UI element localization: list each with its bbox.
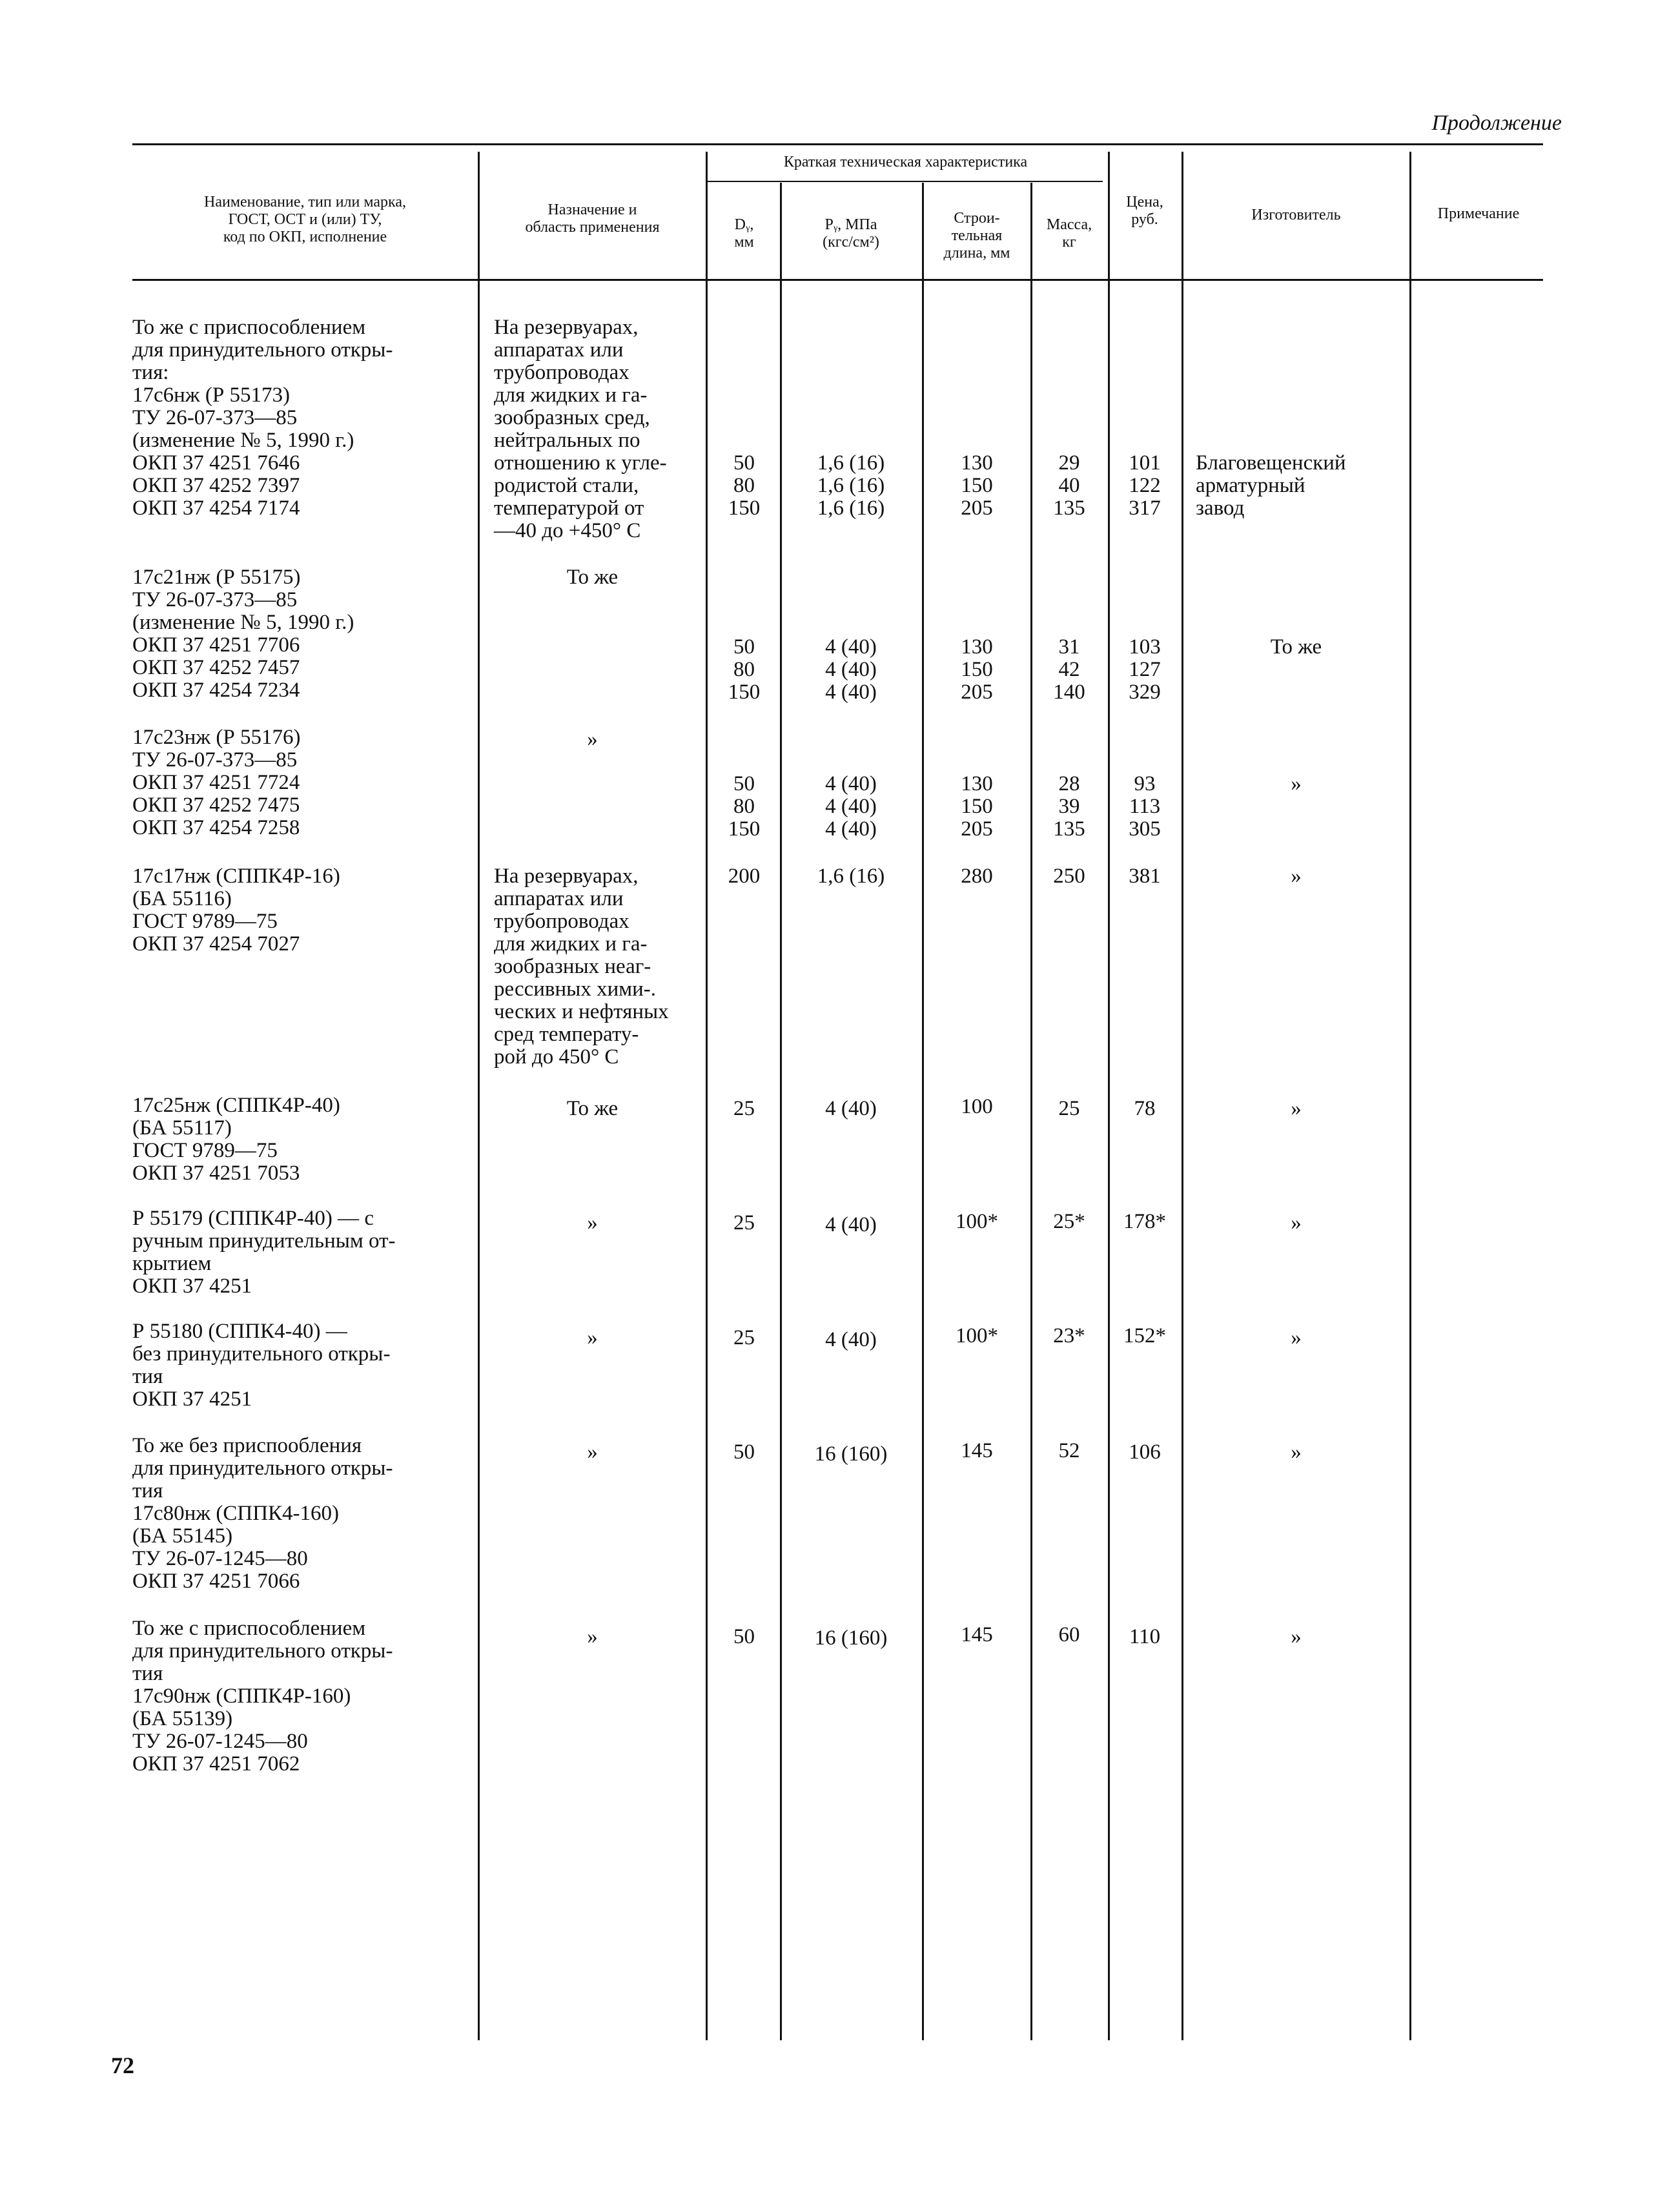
row-mass: 28 39 135 xyxy=(1053,772,1085,841)
column-divider xyxy=(922,183,924,2040)
header-bottom-rule xyxy=(132,279,1543,281)
row-price: 103 127 329 xyxy=(1129,635,1161,704)
row-purpose: То же xyxy=(566,1097,619,1120)
header-mass: Масса, кг xyxy=(1046,216,1092,251)
row-price: 101 122 317 xyxy=(1129,451,1161,520)
row-py: 16 (160) xyxy=(814,1626,888,1650)
row-mass: 29 40 135 xyxy=(1053,451,1085,520)
row-length: 100 xyxy=(961,1095,993,1118)
row-dy: 50 80 150 xyxy=(728,635,761,704)
row-dy: 50 80 150 xyxy=(728,451,761,520)
header-maker: Изготовитель xyxy=(1251,207,1341,223)
row-length: 280 xyxy=(961,865,993,888)
row-mass: 31 42 140 xyxy=(1053,635,1085,704)
row-maker: » xyxy=(1291,1625,1302,1648)
column-divider xyxy=(1182,152,1183,2040)
header-purpose: Назначение и область применения xyxy=(525,201,660,236)
row-maker: » xyxy=(1291,772,1302,795)
top-rule xyxy=(132,143,1543,145)
row-name: Р 55180 (СППК4-40) — без принудительного откры- тия ОКП 37 4251 xyxy=(132,1320,391,1411)
row-name: 17с25нж (СППК4Р-40) (БА 55117) ГОСТ 9789—75 ОКП 37 4251 7053 xyxy=(132,1094,340,1185)
row-maker: » xyxy=(1291,865,1302,888)
row-purpose: То же xyxy=(566,566,619,589)
row-mass: 25 xyxy=(1058,1097,1080,1120)
row-length: 145 xyxy=(961,1623,993,1646)
row-maker: То же xyxy=(1270,635,1322,659)
row-price: 78 xyxy=(1134,1097,1156,1120)
row-py: 4 (40) 4 (40) 4 (40) xyxy=(825,635,877,704)
row-mass: 23* xyxy=(1053,1324,1085,1347)
header-name: Наименование, тип или марка, ГОСТ, ОСТ и (или) ТУ, код по ОКП, исполнение xyxy=(204,194,406,245)
row-maker: Благовещенский арматурный завод xyxy=(1196,451,1346,520)
row-purpose: » xyxy=(587,1211,598,1234)
page-number: 72 xyxy=(111,2053,134,2078)
row-dy: 50 xyxy=(733,1625,755,1648)
row-purpose: На резервуарах, аппаратах или трубопроводах для жидких и га- зообразных неаг- рессивных хими-. ческих и нефтяных сред температу- рой до 450° С xyxy=(494,865,669,1069)
row-name: То же с приспособлением для принудительного откры- тия 17с90нж (СППК4Р-160) (БА 55139) ТУ 26-07-1245—80 ОКП 37 4251 7062 xyxy=(132,1617,393,1776)
column-divider xyxy=(1108,152,1110,2040)
row-purpose: » xyxy=(587,728,598,751)
row-name: 17с21нж (Р 55175) ТУ 26-07-373—85 (изменение № 5, 1990 г.) ОКП 37 4251 7706 ОКП 37 4252 7457 ОКП 37 4254 7234 xyxy=(132,566,354,702)
row-name: Р 55179 (СППК4Р-40) — с ручным принудительным от- крытием ОКП 37 4251 xyxy=(132,1207,396,1298)
column-divider xyxy=(780,183,782,2040)
row-purpose: На резервуарах, аппаратах или трубопроводах для жидких и га- зообразных сред, нейтральных по отношению к угле- родистой стали, температурой от —40 до +450° С xyxy=(494,316,667,542)
row-length: 130 150 205 xyxy=(961,451,993,520)
row-dy: 25 xyxy=(733,1211,755,1234)
row-dy: 50 xyxy=(733,1440,755,1464)
row-py: 4 (40) 4 (40) 4 (40) xyxy=(825,772,877,841)
column-divider xyxy=(706,152,708,2040)
row-maker: » xyxy=(1291,1440,1302,1464)
row-py: 4 (40) xyxy=(825,1213,877,1236)
row-length: 130 150 205 xyxy=(961,772,993,841)
row-maker: » xyxy=(1291,1211,1302,1234)
row-price: 381 xyxy=(1129,865,1161,888)
row-name: То же без приспообления для принудительного откры- тия 17с80нж (СППК4-160) (БА 55145) ТУ 26-07-1245—80 ОКП 37 4251 7066 xyxy=(132,1434,393,1593)
row-length: 100* xyxy=(956,1210,998,1233)
header-tech-group: Краткая техническая характеристика xyxy=(783,154,1028,170)
header-note: Примечание xyxy=(1437,205,1520,222)
header-dy: Dᵧ, мм xyxy=(734,216,754,251)
row-py: 4 (40) xyxy=(825,1328,877,1351)
row-mass: 25* xyxy=(1053,1210,1085,1233)
header-price: Цена, руб. xyxy=(1126,194,1163,228)
row-price: 106 xyxy=(1129,1440,1161,1464)
row-purpose: » xyxy=(587,1625,598,1648)
row-price: 178* xyxy=(1123,1210,1166,1233)
row-dy: 25 xyxy=(733,1326,755,1349)
header-py: Pᵧ, МПа (кгс/см²) xyxy=(823,216,879,251)
row-price: 93 113 305 xyxy=(1129,772,1161,841)
row-maker: » xyxy=(1291,1097,1302,1120)
row-mass: 250 xyxy=(1053,865,1085,888)
row-purpose: » xyxy=(587,1440,598,1464)
row-name: То же с приспособлением для принудительного откры- тия: 17с6нж (Р 55173) ТУ 26-07-373—85 (изменение № 5, 1990 г.) ОКП 37 4251 7646 ОКП 37 4252 7397 ОКП 37 4254 7174 xyxy=(132,316,393,520)
row-py: 16 (160) xyxy=(814,1442,888,1466)
row-name: 17с23нж (Р 55176) ТУ 26-07-373—85 ОКП 37 4251 7724 ОКП 37 4252 7475 ОКП 37 4254 7258 xyxy=(132,726,301,839)
row-price: 152* xyxy=(1123,1324,1166,1347)
row-mass: 52 xyxy=(1058,1439,1080,1462)
continuation-label: Продолжение xyxy=(1431,111,1562,135)
row-price: 110 xyxy=(1129,1625,1161,1648)
row-name: 17с17нж (СППК4Р-16) (БА 55116) ГОСТ 9789—75 ОКП 37 4254 7027 xyxy=(132,865,340,956)
column-divider xyxy=(1409,152,1411,2040)
row-maker: » xyxy=(1291,1326,1302,1349)
column-divider xyxy=(1030,183,1032,2040)
row-py: 1,6 (16) xyxy=(817,865,885,888)
row-length: 130 150 205 xyxy=(961,635,993,704)
row-py: 1,6 (16) 1,6 (16) 1,6 (16) xyxy=(817,451,885,520)
row-length: 145 xyxy=(961,1439,993,1462)
row-mass: 60 xyxy=(1058,1623,1080,1646)
row-length: 100* xyxy=(956,1324,998,1347)
row-purpose: » xyxy=(587,1326,598,1349)
header-length: Строи- тельная длина, мм xyxy=(943,210,1010,261)
row-dy: 50 80 150 xyxy=(728,772,761,841)
row-py: 4 (40) xyxy=(825,1097,877,1120)
row-dy: 200 xyxy=(728,865,761,888)
row-dy: 25 xyxy=(733,1097,755,1120)
group-header-rule xyxy=(706,181,1103,182)
column-divider xyxy=(478,152,480,2040)
